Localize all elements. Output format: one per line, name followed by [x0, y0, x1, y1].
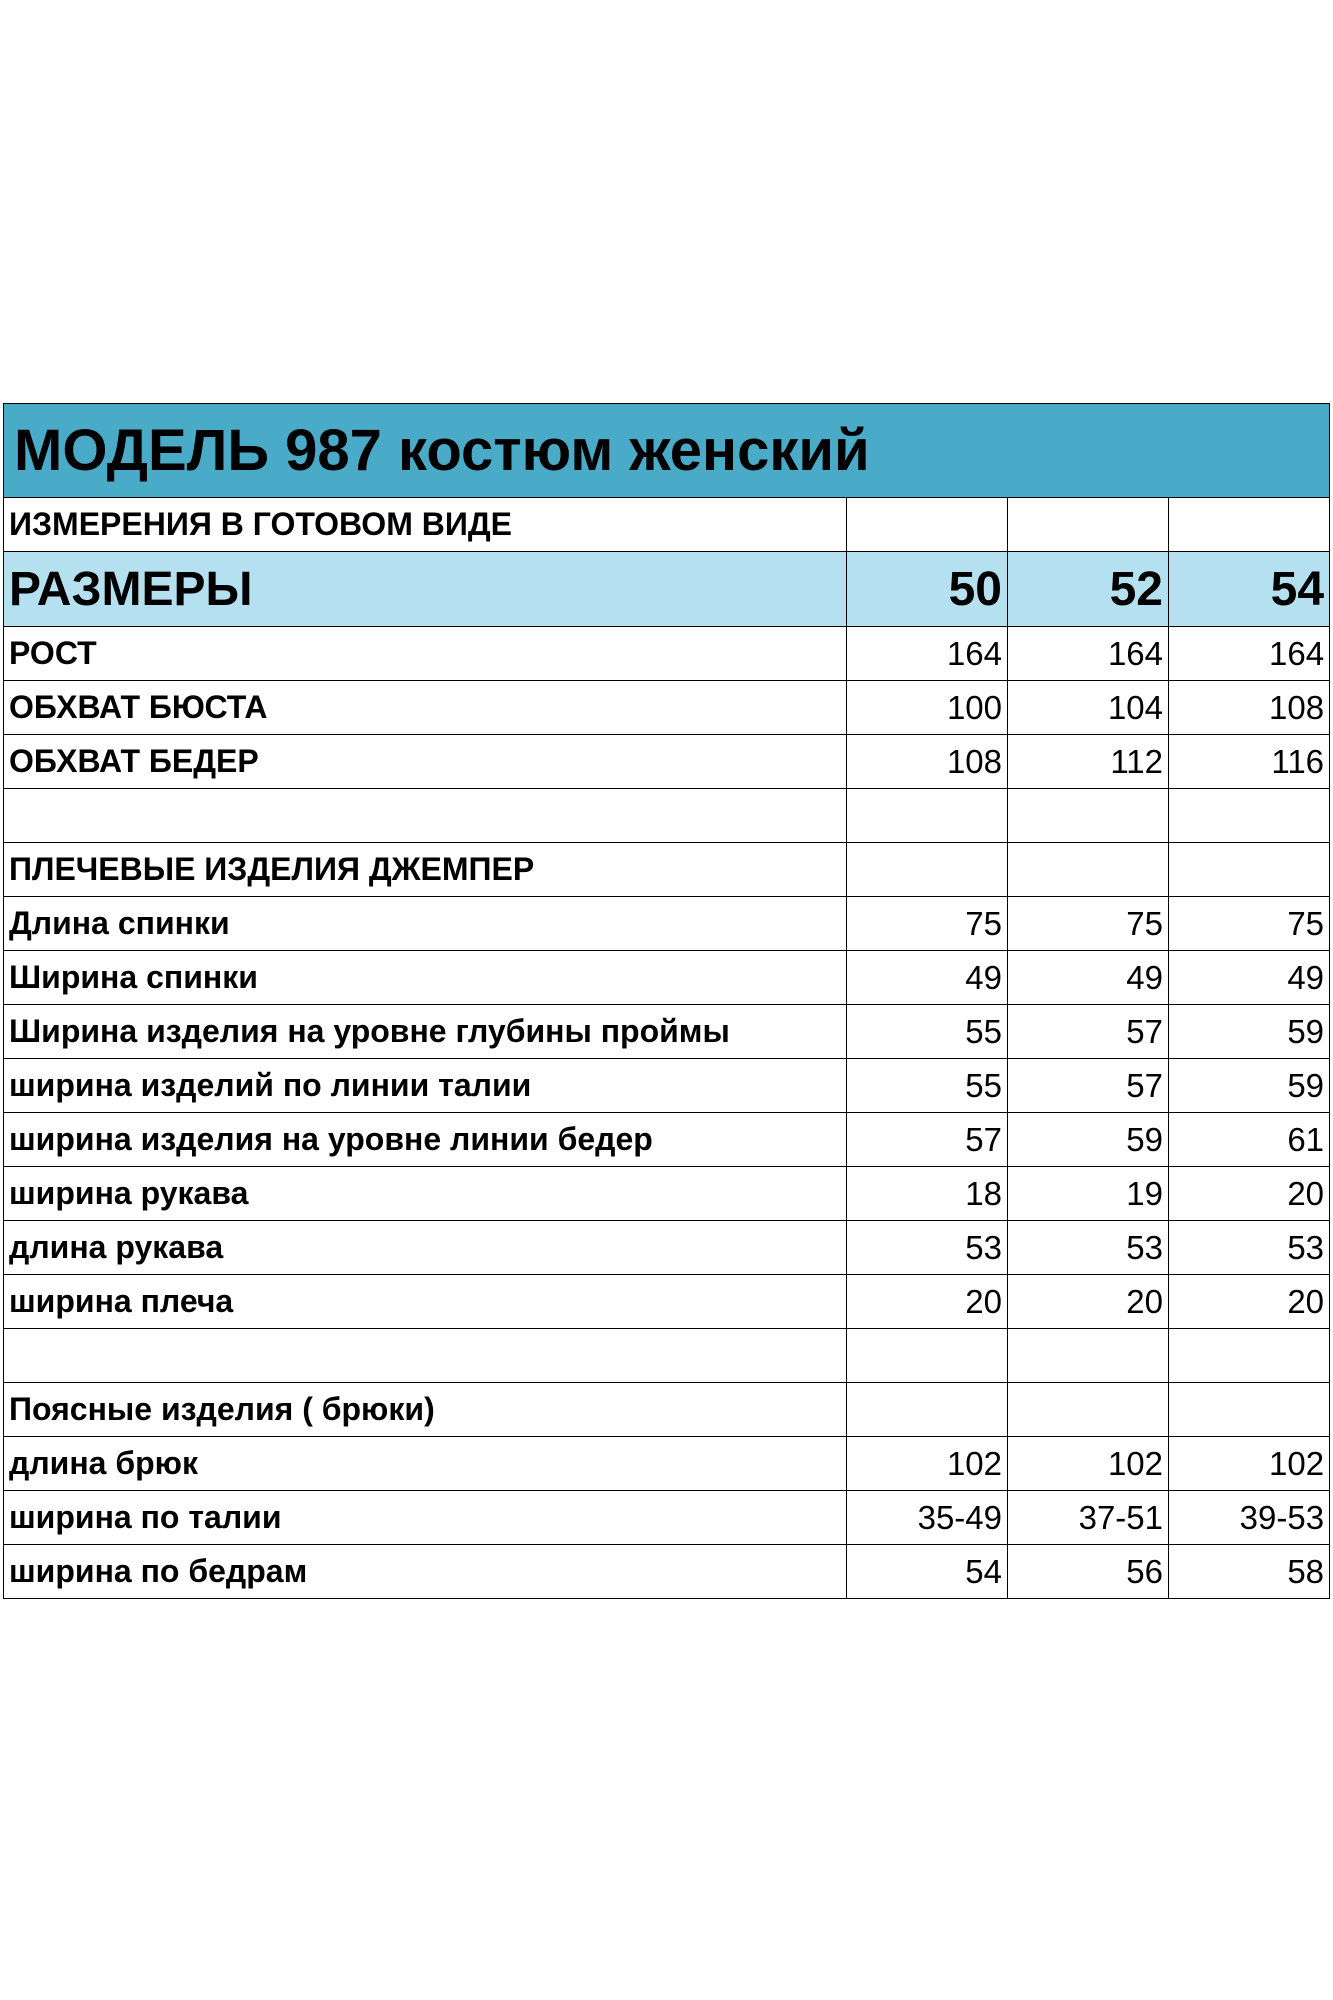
measurement-label: ширина изделия на уровне линии бедер: [4, 1113, 847, 1167]
measurement-value: 75: [1169, 897, 1330, 951]
measurement-value: 19: [1008, 1167, 1169, 1221]
empty-cell: [847, 498, 1008, 552]
size-52: 52: [1008, 552, 1169, 627]
measurement-value: 164: [1169, 627, 1330, 681]
measurement-value: 20: [1008, 1275, 1169, 1329]
size-54: 54: [1169, 552, 1330, 627]
measurement-value: [1008, 789, 1169, 843]
empty-cell: [1169, 498, 1330, 552]
title-row: [4, 404, 1330, 498]
measurement-value: 164: [847, 627, 1008, 681]
measurement-row: [4, 1491, 1330, 1545]
measurement-value: [847, 789, 1008, 843]
sizes-label: РАЗМЕРЫ: [4, 552, 847, 627]
measurement-value: 75: [1008, 897, 1169, 951]
measurement-value: 116: [1169, 735, 1330, 789]
measurement-value: [847, 1383, 1008, 1437]
measurement-row: [4, 897, 1330, 951]
measurement-value: [847, 843, 1008, 897]
measure-header-row: [4, 498, 1330, 552]
measurement-row: [4, 1545, 1330, 1599]
measurement-value: 49: [1169, 951, 1330, 1005]
measurement-row: [4, 1221, 1330, 1275]
size-chart-body: [4, 404, 1330, 1599]
measurement-value: 102: [1008, 1437, 1169, 1491]
measurement-value: 54: [847, 1545, 1008, 1599]
measurement-value: 53: [1008, 1221, 1169, 1275]
measurement-label: ширина изделий по линии талии: [4, 1059, 847, 1113]
measurement-value: 164: [1008, 627, 1169, 681]
measurement-value: 100: [847, 681, 1008, 735]
measurement-value: 112: [1008, 735, 1169, 789]
measurement-label: ОБХВАТ БЕДЕР: [4, 735, 847, 789]
measurement-value: 20: [1169, 1275, 1330, 1329]
measurement-value: [1008, 1329, 1169, 1383]
measurement-label: [4, 1329, 847, 1383]
measurement-value: [1169, 1329, 1330, 1383]
measurement-label: ОБХВАТ БЮСТА: [4, 681, 847, 735]
measurement-row: [4, 1059, 1330, 1113]
measurement-label: ширина плеча: [4, 1275, 847, 1329]
measurement-row: [4, 1113, 1330, 1167]
measurement-row: [4, 1383, 1330, 1437]
measurement-label: ширина по бедрам: [4, 1545, 847, 1599]
measurement-label: РОСТ: [4, 627, 847, 681]
measurement-value: [847, 1329, 1008, 1383]
measurement-value: [1169, 1383, 1330, 1437]
measurement-label: ПЛЕЧЕВЫЕ ИЗДЕЛИЯ ДЖЕМПЕР: [4, 843, 847, 897]
measurement-row: [4, 1167, 1330, 1221]
measurement-value: 59: [1008, 1113, 1169, 1167]
measurement-value: 20: [847, 1275, 1008, 1329]
measurement-row: [4, 789, 1330, 843]
measurement-value: 53: [1169, 1221, 1330, 1275]
measurement-row: [4, 843, 1330, 897]
measurement-value: 59: [1169, 1059, 1330, 1113]
measurement-row: [4, 735, 1330, 789]
measurement-value: 37-51: [1008, 1491, 1169, 1545]
measurement-row: [4, 681, 1330, 735]
measurement-value: [1169, 843, 1330, 897]
measurement-value: 75: [847, 897, 1008, 951]
measurement-row: [4, 1005, 1330, 1059]
measurement-row: [4, 951, 1330, 1005]
measurement-value: 18: [847, 1167, 1008, 1221]
measurement-value: 58: [1169, 1545, 1330, 1599]
measurement-value: 49: [847, 951, 1008, 1005]
measurement-value: 39-53: [1169, 1491, 1330, 1545]
measurement-value: 20: [1169, 1167, 1330, 1221]
measurement-label: длина рукава: [4, 1221, 847, 1275]
measure-header: ИЗМЕРЕНИЯ В ГОТОВОМ ВИДЕ: [4, 498, 847, 552]
measurement-value: 102: [1169, 1437, 1330, 1491]
measurement-value: 55: [847, 1005, 1008, 1059]
measurement-value: 57: [847, 1113, 1008, 1167]
measurement-label: Ширина изделия на уровне глубины проймы: [4, 1005, 847, 1059]
size-50: 50: [847, 552, 1008, 627]
measurement-value: 59: [1169, 1005, 1330, 1059]
empty-cell: [1008, 498, 1169, 552]
measurement-value: 53: [847, 1221, 1008, 1275]
measurement-value: [1008, 843, 1169, 897]
measurement-label: Ширина спинки: [4, 951, 847, 1005]
sizes-row: [4, 552, 1330, 627]
measurement-value: 102: [847, 1437, 1008, 1491]
measurement-value: 108: [1169, 681, 1330, 735]
size-chart-table: [3, 403, 1330, 1599]
measurement-row: [4, 1329, 1330, 1383]
measurement-value: 108: [847, 735, 1008, 789]
measurement-row: [4, 627, 1330, 681]
measurement-label: ширина рукава: [4, 1167, 847, 1221]
measurement-value: 49: [1008, 951, 1169, 1005]
measurement-value: 61: [1169, 1113, 1330, 1167]
measurement-label: Поясные изделия ( брюки): [4, 1383, 847, 1437]
measurement-value: [1008, 1383, 1169, 1437]
measurement-value: [1169, 789, 1330, 843]
measurement-value: 57: [1008, 1059, 1169, 1113]
measurement-row: [4, 1275, 1330, 1329]
measurement-label: длина брюк: [4, 1437, 847, 1491]
measurement-value: 35-49: [847, 1491, 1008, 1545]
measurement-label: Длина спинки: [4, 897, 847, 951]
measurement-value: 55: [847, 1059, 1008, 1113]
measurement-value: 104: [1008, 681, 1169, 735]
measurement-label: ширина по талии: [4, 1491, 847, 1545]
measurement-value: 57: [1008, 1005, 1169, 1059]
measurement-row: [4, 1437, 1330, 1491]
measurement-label: [4, 789, 847, 843]
measurement-value: 56: [1008, 1545, 1169, 1599]
model-title: МОДЕЛЬ 987 костюм женский: [4, 404, 1330, 498]
